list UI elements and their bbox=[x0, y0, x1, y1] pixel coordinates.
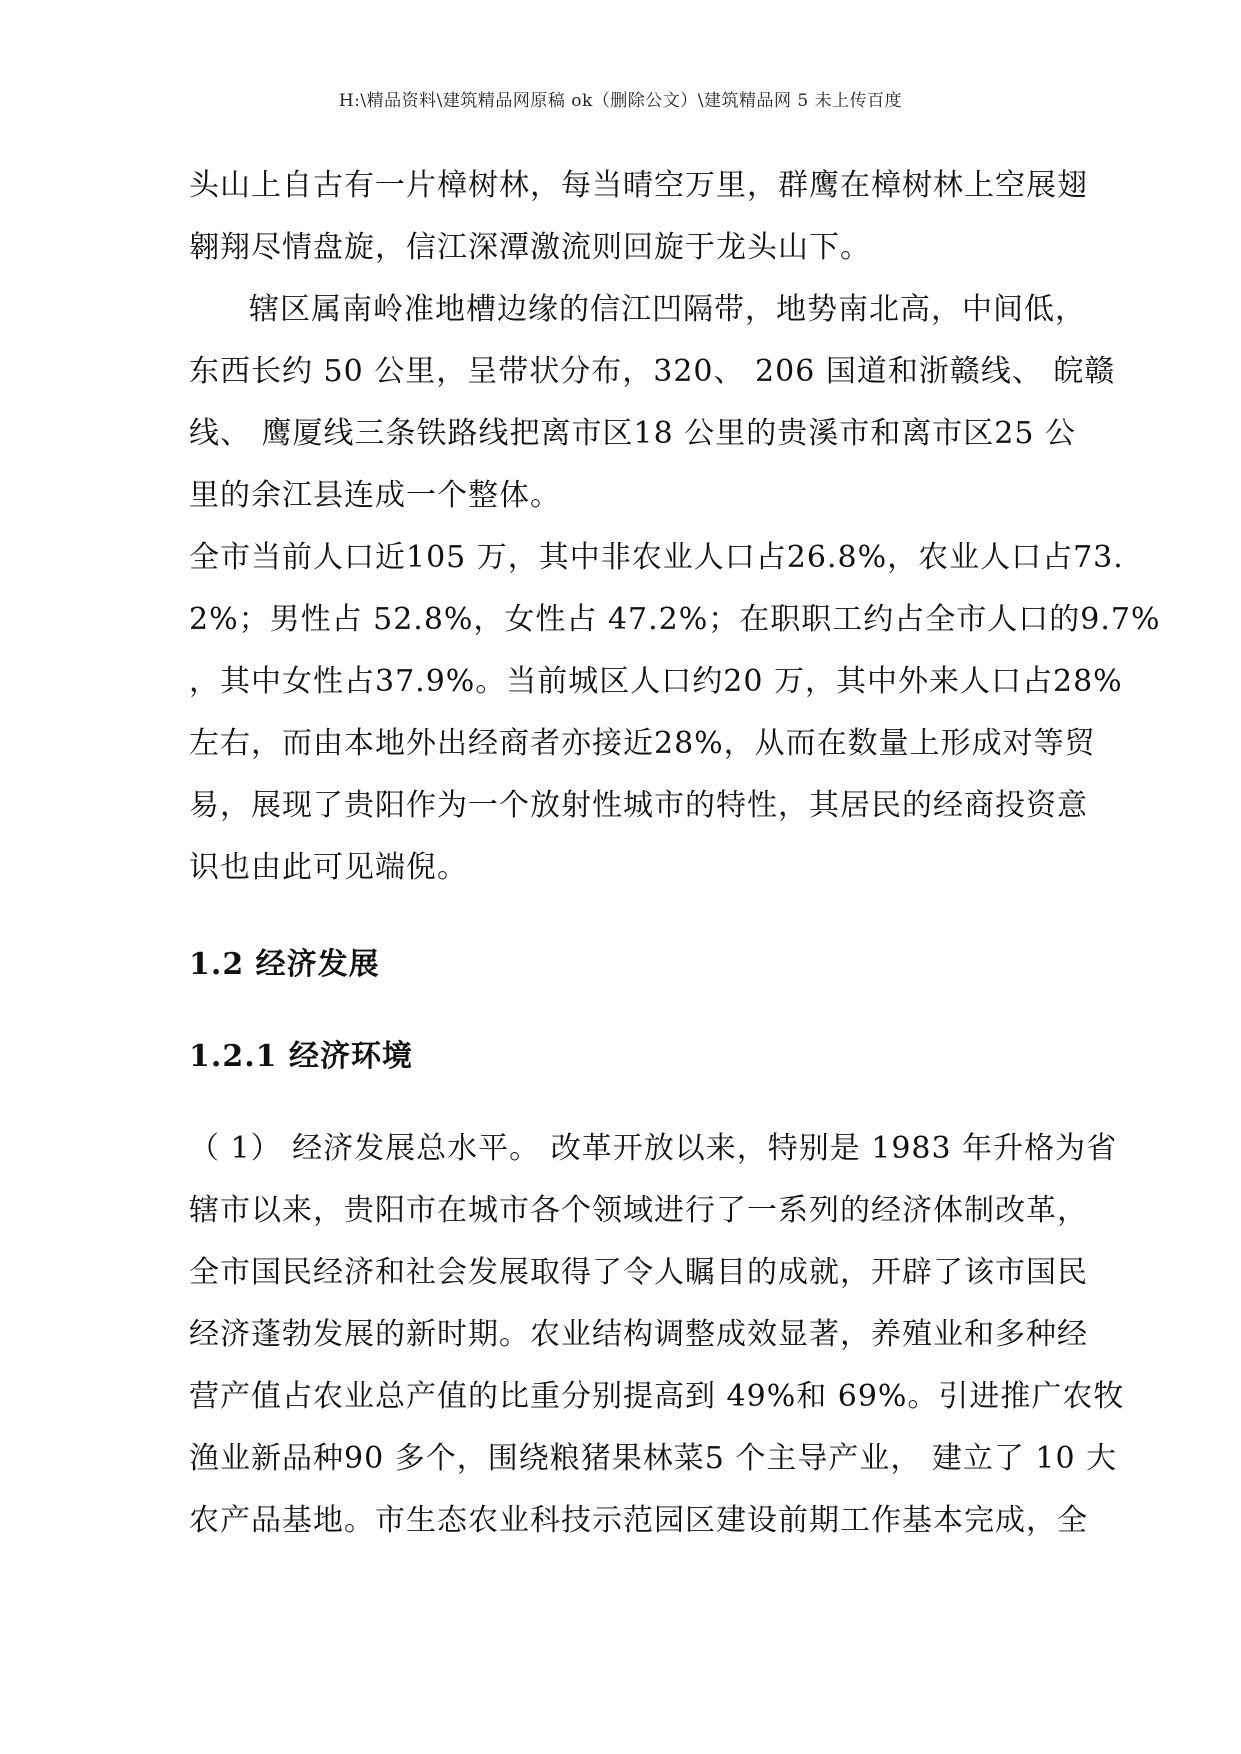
paragraph-population bbox=[189, 527, 1161, 899]
text-line: 翱翔尽情盘旋，信江深潭激流则回旋于龙头山下。 bbox=[189, 230, 871, 265]
text-line: 辖市以来，贵阳市在城市各个领域进行了一系列的经济体制改革， bbox=[189, 1193, 1088, 1228]
text-line: （ 1） 经济发展总水平。 改革开放以来，特别是 1983 年升格为省 bbox=[189, 1131, 1118, 1166]
text-line: 左右，而由本地外出经商者亦接近28%，从而在数量上形成对等贸 bbox=[189, 726, 1096, 761]
text-line: 农产品基地。市生态农业科技示范园区建设前期工作基本完成，全 bbox=[189, 1503, 1088, 1538]
text-line: 全市国民经济和社会发展取得了令人瞩目的成就，开辟了该市国民 bbox=[189, 1255, 1088, 1290]
text-line: 易，展现了贵阳作为一个放射性城市的特性，其居民的经商投资意 bbox=[189, 788, 1088, 823]
text-line: 辖区属南岭准地槽边缘的信江凹隔带，地势南北高，中间低， bbox=[249, 292, 1086, 327]
text-line: 头山上自古有一片樟树林，每当晴空万里，群鹰在樟树林上空展翅 bbox=[189, 168, 1088, 203]
paragraph-geography bbox=[189, 279, 1116, 527]
text-line: 2%；男性占 52.8%，女性占 47.2%；在职职工约占全市人口的9.7% bbox=[189, 602, 1161, 637]
section-heading: 1.2 经济发展 bbox=[189, 947, 380, 982]
text-line: 营产值占农业总产值的比重分别提高到 49%和 69%。引进推广农牧 bbox=[189, 1379, 1125, 1414]
document-header-path: H:\精品资料\建筑精品网原稿 ok（删除公文）\建筑精品网 5 未上传百度 bbox=[338, 91, 903, 111]
text-line: ，其中女性占37.9%。当前城区人口约20 万，其中外来人口占28% bbox=[189, 664, 1123, 699]
text-line: 线、 鹰厦线三条铁路线把离市区18 公里的贵溪市和离市区25 公 bbox=[189, 416, 1076, 451]
document-body bbox=[189, 155, 1161, 1552]
paragraph-continuation bbox=[189, 155, 1089, 279]
subsection-heading: 1.2.1 经济环境 bbox=[189, 1039, 413, 1074]
text-line: 东西长约 50 公里，呈带状分布，320、 206 国道和浙赣线、 皖赣 bbox=[189, 354, 1116, 389]
text-line: 识也由此可见端倪。 bbox=[189, 850, 468, 885]
paragraph-economy bbox=[189, 1118, 1125, 1552]
text-line: 全市当前人口近105 万，其中非农业人口占26.8%，农业人口占73. bbox=[189, 540, 1124, 575]
text-line: 里的余江县连成一个整体。 bbox=[189, 478, 561, 513]
text-line: 渔业新品种90 多个，围绕粮猪果林菜5 个主导产业， 建立了 10 大 bbox=[189, 1441, 1118, 1476]
text-line: 经济蓬勃发展的新时期。农业结构调整成效显著，养殖业和多种经 bbox=[189, 1317, 1088, 1352]
